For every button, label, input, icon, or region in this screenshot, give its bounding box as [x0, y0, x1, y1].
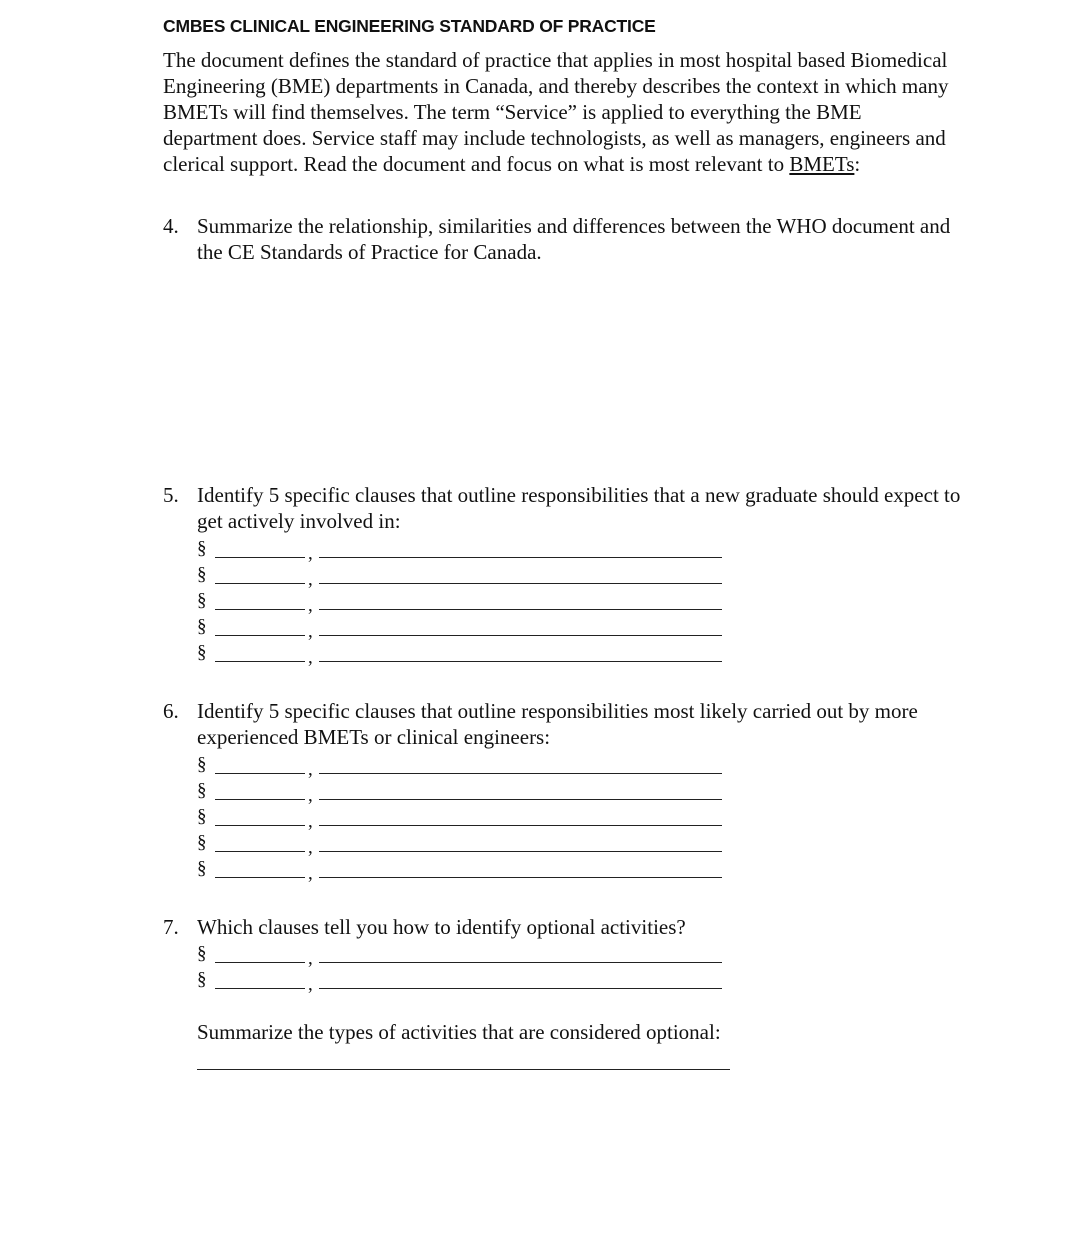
clause-description-blank[interactable] — [319, 962, 722, 963]
summary-answer-line[interactable] — [197, 1069, 730, 1070]
clause-number-blank[interactable] — [215, 609, 305, 610]
section-symbol: § — [197, 969, 207, 990]
clause-number-blank[interactable] — [215, 557, 305, 558]
question-number: 7. — [163, 915, 179, 939]
section-symbol: § — [197, 943, 207, 964]
separator: , — [308, 948, 313, 969]
clause-description-blank[interactable] — [319, 773, 722, 774]
separator: , — [308, 543, 313, 564]
separator: , — [308, 974, 313, 995]
question-4 — [163, 213, 963, 265]
separator: , — [308, 569, 313, 590]
question-text: Which clauses tell you how to identify optional activities? — [197, 915, 686, 939]
separator: , — [308, 811, 313, 832]
clause-number-blank[interactable] — [215, 988, 305, 989]
clause-description-blank[interactable] — [319, 877, 722, 878]
clause-number-blank[interactable] — [215, 661, 305, 662]
clause-number-blank[interactable] — [215, 635, 305, 636]
section-symbol: § — [197, 564, 207, 585]
clause-description-blank[interactable] — [319, 851, 722, 852]
clause-description-blank[interactable] — [319, 799, 722, 800]
separator: , — [308, 621, 313, 642]
intro-text: The document defines the standard of practice that applies in most hospital based Biomedical Engineering (BME) departments in Canada, and thereby describes the context in which many BMETs will find themselves. The term “Service” is applied to everything the BME department does. Service staff may include technologists, as well as managers, engineers and clerical support. Read the document and focus on what is most relevant to — [163, 48, 949, 176]
question-7 — [163, 914, 963, 940]
separator: , — [308, 595, 313, 616]
question-number: 4. — [163, 214, 179, 238]
question-text: Summarize the relationship, similarities and differences between the WHO document and the CE Standards of Practice for Canada. — [197, 214, 951, 264]
summary-prompt: Summarize the types of activities that are considered optional: — [197, 1020, 721, 1044]
section-symbol: § — [197, 616, 207, 637]
document-title: CMBES CLINICAL ENGINEERING STANDARD OF PRACTICE — [163, 16, 656, 36]
section-symbol: § — [197, 590, 207, 611]
section-symbol: § — [197, 642, 207, 663]
clause-description-blank[interactable] — [319, 609, 722, 610]
clause-number-blank[interactable] — [215, 825, 305, 826]
separator: , — [308, 863, 313, 884]
question-number: 6. — [163, 699, 179, 723]
separator: , — [308, 647, 313, 668]
clause-description-blank[interactable] — [319, 661, 722, 662]
clause-number-blank[interactable] — [215, 877, 305, 878]
clause-number-blank[interactable] — [215, 851, 305, 852]
question-number: 5. — [163, 483, 179, 507]
separator: , — [308, 785, 313, 806]
separator: , — [308, 837, 313, 858]
clause-description-blank[interactable] — [319, 988, 722, 989]
section-symbol: § — [197, 780, 207, 801]
clause-description-blank[interactable] — [319, 825, 722, 826]
section-symbol: § — [197, 754, 207, 775]
clause-number-blank[interactable] — [215, 962, 305, 963]
clause-description-blank[interactable] — [319, 583, 722, 584]
intro-end: : — [854, 152, 861, 176]
section-symbol: § — [197, 832, 207, 853]
clause-number-blank[interactable] — [215, 773, 305, 774]
question-6 — [163, 698, 963, 750]
clause-number-blank[interactable] — [215, 583, 305, 584]
intro-underlined-term: BMETs — [789, 152, 855, 176]
question-text: Identify 5 specific clauses that outline responsibilities most likely carried out by more experienced BMETs or clinical engineers: — [197, 699, 918, 749]
section-symbol: § — [197, 806, 207, 827]
intro-paragraph — [163, 47, 953, 177]
separator: , — [308, 759, 313, 780]
clause-description-blank[interactable] — [319, 557, 722, 558]
clause-number-blank[interactable] — [215, 799, 305, 800]
section-symbol: § — [197, 858, 207, 879]
section-symbol: § — [197, 538, 207, 559]
question-text: Identify 5 specific clauses that outline responsibilities that a new graduate should expect to get actively involved in: — [197, 483, 961, 533]
clause-description-blank[interactable] — [319, 635, 722, 636]
question-5 — [163, 482, 963, 534]
